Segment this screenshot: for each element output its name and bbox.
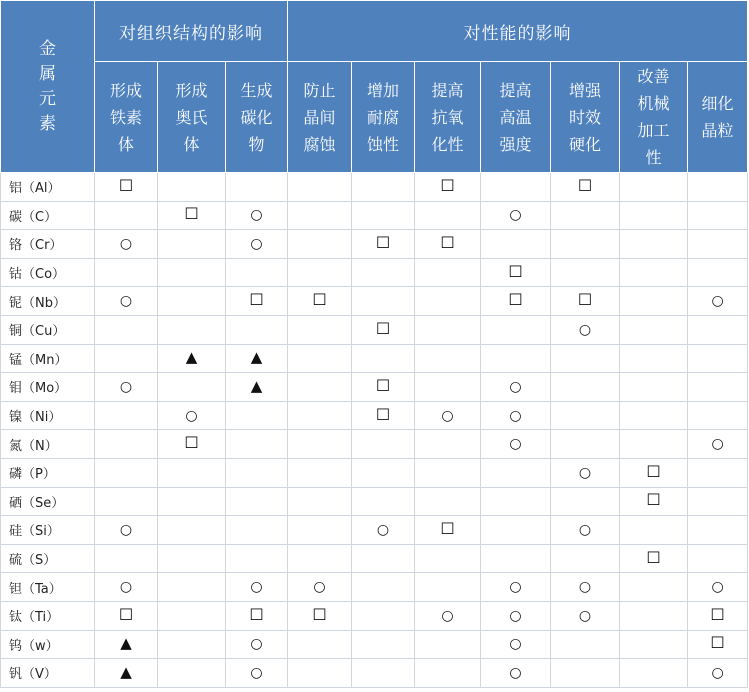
circle-symbol: ○ — [711, 293, 724, 310]
element-name: 钽（Ta） — [1, 573, 95, 602]
table-cell — [620, 230, 688, 259]
square-symbol: ☐ — [508, 261, 523, 281]
table-cell — [415, 401, 481, 430]
table-cell — [415, 487, 481, 516]
table-cell — [226, 458, 288, 487]
table-cell — [551, 201, 620, 230]
table-cell — [226, 258, 288, 287]
table-cell — [95, 201, 158, 230]
table-row — [1, 430, 748, 459]
triangle-symbol: ▲ — [120, 634, 132, 653]
table-cell — [551, 315, 620, 344]
circle-symbol: ○ — [509, 607, 522, 624]
column-header-2: 生成 碳化 物 — [226, 62, 288, 173]
table-cell — [415, 344, 481, 373]
table-cell — [288, 659, 352, 688]
table-cell — [352, 230, 415, 259]
table-cell — [352, 173, 415, 202]
table-cell — [95, 573, 158, 602]
triangle-symbol: ▲ — [185, 348, 198, 367]
table-cell — [288, 630, 352, 659]
table-cell — [352, 258, 415, 287]
circle-symbol: ○ — [119, 378, 133, 395]
square-symbol: ☐ — [118, 604, 134, 624]
circle-symbol: ○ — [250, 579, 263, 596]
table-cell — [95, 458, 158, 487]
table-cell — [481, 630, 551, 659]
table-row — [1, 315, 748, 344]
table-cell — [95, 544, 158, 573]
square-symbol: ☐ — [118, 175, 134, 195]
element-name: 铌（Nb） — [1, 287, 95, 316]
table-row — [1, 630, 748, 659]
table-cell — [352, 544, 415, 573]
table-cell — [551, 373, 620, 402]
element-name: 硅（Si） — [1, 516, 95, 545]
table-row — [1, 516, 748, 545]
circle-symbol: ○ — [509, 207, 522, 224]
table-cell — [551, 258, 620, 287]
circle-symbol: ○ — [711, 664, 724, 681]
table-cell — [288, 487, 352, 516]
table-cell — [415, 659, 481, 688]
table-row — [1, 230, 748, 259]
table-cell — [688, 230, 748, 259]
table-cell — [288, 173, 352, 202]
table-cell — [688, 201, 748, 230]
element-name: 硒（Se） — [1, 487, 95, 516]
circle-symbol: ○ — [509, 636, 522, 653]
circle-symbol: ○ — [711, 579, 724, 596]
square-symbol: ☐ — [184, 433, 199, 453]
table-cell — [688, 315, 748, 344]
table-cell — [352, 630, 415, 659]
column-header-0: 形成 铁素 体 — [95, 62, 158, 173]
table-cell — [620, 173, 688, 202]
circle-symbol: ○ — [578, 521, 592, 538]
element-column-header — [1, 1, 95, 173]
square-symbol: ☐ — [184, 204, 199, 224]
table-cell — [226, 201, 288, 230]
table-cell — [481, 487, 551, 516]
table-cell — [226, 430, 288, 459]
square-symbol: ☐ — [375, 232, 391, 252]
circle-symbol: ○ — [711, 436, 724, 453]
table-cell — [226, 315, 288, 344]
table-cell — [95, 630, 158, 659]
table-cell — [95, 659, 158, 688]
table-cell — [415, 458, 481, 487]
circle-symbol: ○ — [119, 579, 133, 596]
table-row — [1, 344, 748, 373]
square-symbol: ☐ — [375, 375, 391, 395]
table-cell — [226, 173, 288, 202]
table-cell — [95, 601, 158, 630]
table-cell — [415, 258, 481, 287]
table-body — [1, 173, 748, 688]
triangle-symbol: ▲ — [120, 662, 132, 681]
table-cell — [688, 373, 748, 402]
circle-symbol: ○ — [441, 607, 454, 624]
circle-symbol: ○ — [509, 407, 522, 424]
square-symbol: ☐ — [440, 232, 455, 252]
table-row — [1, 458, 748, 487]
element-name: 铬（Cr） — [1, 230, 95, 259]
table-cell — [352, 287, 415, 316]
table-cell — [620, 516, 688, 545]
table-row — [1, 258, 748, 287]
table-cell — [288, 287, 352, 316]
element-name: 磷（P） — [1, 458, 95, 487]
column-header-row — [1, 62, 748, 173]
element-name: 铜（Cu） — [1, 315, 95, 344]
table-cell — [551, 659, 620, 688]
table-cell — [95, 487, 158, 516]
column-header-1: 形成 奥氏 体 — [158, 62, 226, 173]
table-cell — [688, 573, 748, 602]
square-symbol: ☐ — [646, 547, 661, 567]
square-symbol: ☐ — [312, 604, 327, 624]
table-cell — [415, 173, 481, 202]
table-cell — [158, 430, 226, 459]
table-cell — [620, 544, 688, 573]
property-effects-group-header: 对性能的影响 — [288, 1, 748, 62]
circle-symbol: ○ — [185, 407, 198, 424]
column-header-9: 细化 晶粒 — [688, 62, 748, 173]
table-cell — [415, 630, 481, 659]
table-cell — [620, 401, 688, 430]
table-cell — [481, 258, 551, 287]
square-symbol: ☐ — [710, 633, 725, 653]
circle-symbol: ○ — [119, 293, 133, 310]
table-cell — [158, 659, 226, 688]
table-cell — [158, 630, 226, 659]
element-name: 碳（C） — [1, 201, 95, 230]
table-cell — [688, 344, 748, 373]
square-symbol: ☐ — [249, 290, 264, 310]
element-name: 钒（V） — [1, 659, 95, 688]
table-cell — [352, 201, 415, 230]
table-cell — [95, 230, 158, 259]
table-cell — [620, 201, 688, 230]
table-cell — [620, 258, 688, 287]
table-cell — [226, 544, 288, 573]
table-cell — [226, 373, 288, 402]
table-cell — [620, 287, 688, 316]
circle-symbol: ○ — [119, 235, 133, 252]
element-name: 钛（Ti） — [1, 601, 95, 630]
column-header-3: 防止 晶间 腐蚀 — [288, 62, 352, 173]
square-symbol: ☐ — [249, 604, 264, 624]
column-header-4: 增加 耐腐 蚀性 — [352, 62, 415, 173]
table-row — [1, 201, 748, 230]
circle-symbol: ○ — [509, 378, 522, 395]
column-header-7: 增强 时效 硬化 — [551, 62, 620, 173]
table-cell — [226, 487, 288, 516]
table-cell — [688, 659, 748, 688]
table-cell — [158, 344, 226, 373]
table-cell — [551, 458, 620, 487]
table-cell — [415, 516, 481, 545]
triangle-symbol: ▲ — [250, 348, 263, 367]
table-cell — [288, 373, 352, 402]
table-row — [1, 601, 748, 630]
square-symbol: ☐ — [577, 290, 593, 310]
table-cell — [158, 401, 226, 430]
table-cell — [481, 573, 551, 602]
table-cell — [551, 401, 620, 430]
table-cell — [620, 344, 688, 373]
table-cell — [688, 173, 748, 202]
table-cell — [158, 201, 226, 230]
table-row — [1, 373, 748, 402]
table-cell — [95, 516, 158, 545]
circle-symbol: ○ — [509, 664, 522, 681]
table-cell — [226, 401, 288, 430]
table-cell — [688, 458, 748, 487]
table-cell — [551, 487, 620, 516]
table-cell — [352, 344, 415, 373]
element-name: 铝（Al） — [1, 173, 95, 202]
table-cell — [352, 373, 415, 402]
table-cell — [95, 430, 158, 459]
table-cell — [688, 487, 748, 516]
table-row — [1, 544, 748, 573]
table-cell — [352, 430, 415, 459]
circle-symbol: ○ — [509, 579, 522, 596]
table-cell — [226, 659, 288, 688]
table-cell — [481, 344, 551, 373]
table-cell — [288, 601, 352, 630]
table-cell — [688, 544, 748, 573]
circle-symbol: ○ — [578, 579, 592, 596]
table-cell — [481, 401, 551, 430]
circle-symbol: ○ — [250, 235, 263, 252]
table-cell — [620, 573, 688, 602]
triangle-symbol: ▲ — [250, 376, 263, 395]
table-cell — [551, 544, 620, 573]
table-cell — [95, 258, 158, 287]
table-row — [1, 573, 748, 602]
element-column-header-label: 金 属 元 素 — [39, 38, 56, 134]
table-cell — [95, 287, 158, 316]
table-cell — [481, 315, 551, 344]
table-cell — [158, 544, 226, 573]
table-cell — [481, 659, 551, 688]
table-cell — [95, 344, 158, 373]
table-cell — [620, 373, 688, 402]
table-cell — [226, 287, 288, 316]
table-cell — [551, 516, 620, 545]
table-cell — [620, 487, 688, 516]
table-cell — [288, 401, 352, 430]
square-symbol: ☐ — [440, 518, 455, 538]
table-cell — [95, 173, 158, 202]
table-cell — [481, 173, 551, 202]
table-cell — [551, 173, 620, 202]
table-cell — [415, 573, 481, 602]
table-cell — [158, 315, 226, 344]
table-cell — [158, 373, 226, 402]
table-row — [1, 287, 748, 316]
table-cell — [415, 430, 481, 459]
table-cell — [620, 601, 688, 630]
table-cell — [481, 601, 551, 630]
table-cell — [288, 230, 352, 259]
table-cell — [95, 401, 158, 430]
table-cell — [95, 373, 158, 402]
circle-symbol: ○ — [119, 521, 133, 538]
table-cell — [158, 258, 226, 287]
table-cell — [481, 516, 551, 545]
circle-symbol: ○ — [250, 664, 263, 681]
element-name: 锰（Mn） — [1, 344, 95, 373]
table-cell — [481, 287, 551, 316]
table-row — [1, 487, 748, 516]
table-cell — [158, 287, 226, 316]
table-cell — [158, 516, 226, 545]
table-cell — [352, 401, 415, 430]
circle-symbol: ○ — [250, 636, 263, 653]
table-cell — [352, 601, 415, 630]
circle-symbol: ○ — [578, 321, 592, 338]
element-name: 氮（N） — [1, 430, 95, 459]
table-cell — [620, 458, 688, 487]
table-row — [1, 659, 748, 688]
table-cell — [288, 258, 352, 287]
circle-symbol: ○ — [509, 436, 522, 453]
table-cell — [481, 544, 551, 573]
table-cell — [551, 287, 620, 316]
table-cell — [415, 373, 481, 402]
structure-effects-group-header: 对组织结构的影响 — [95, 1, 288, 62]
table-cell — [226, 230, 288, 259]
table-cell — [620, 630, 688, 659]
circle-symbol: ○ — [578, 607, 592, 624]
table-cell — [158, 601, 226, 630]
table-row — [1, 401, 748, 430]
table-cell — [226, 344, 288, 373]
table-cell — [551, 344, 620, 373]
square-symbol: ☐ — [577, 175, 593, 195]
table-cell — [620, 315, 688, 344]
table-cell — [158, 573, 226, 602]
circle-symbol: ○ — [250, 207, 263, 224]
table-cell — [352, 458, 415, 487]
table-cell — [288, 344, 352, 373]
table-cell — [688, 430, 748, 459]
element-name: 镍（Ni） — [1, 401, 95, 430]
table-cell — [688, 401, 748, 430]
square-symbol: ☐ — [375, 318, 391, 338]
table-cell — [158, 230, 226, 259]
table-cell — [481, 201, 551, 230]
table-cell — [95, 315, 158, 344]
table-cell — [288, 315, 352, 344]
circle-symbol: ○ — [376, 521, 390, 538]
table-cell — [551, 601, 620, 630]
square-symbol: ☐ — [375, 404, 391, 424]
table-cell — [352, 315, 415, 344]
circle-symbol: ○ — [441, 407, 454, 424]
table-cell — [688, 630, 748, 659]
column-header-5: 提高 抗氧 化性 — [415, 62, 481, 173]
element-name: 钴（Co） — [1, 258, 95, 287]
table-cell — [481, 230, 551, 259]
table-cell — [551, 230, 620, 259]
table-cell — [226, 516, 288, 545]
table-cell — [288, 573, 352, 602]
table-cell — [288, 544, 352, 573]
table-cell — [158, 487, 226, 516]
table-cell — [415, 230, 481, 259]
table-cell — [551, 430, 620, 459]
table-cell — [688, 601, 748, 630]
table-cell — [551, 630, 620, 659]
table-cell — [226, 573, 288, 602]
table-cell — [415, 201, 481, 230]
table-row — [1, 173, 748, 202]
square-symbol: ☐ — [710, 604, 725, 624]
table-cell — [158, 458, 226, 487]
table-cell — [620, 659, 688, 688]
table-cell — [226, 601, 288, 630]
table-cell — [352, 659, 415, 688]
square-symbol: ☐ — [440, 175, 455, 195]
column-header-8: 改善 机械 加工 性 — [620, 62, 688, 173]
table-cell — [620, 430, 688, 459]
table-cell — [481, 430, 551, 459]
square-symbol: ☐ — [508, 290, 523, 310]
square-symbol: ☐ — [646, 490, 661, 510]
circle-symbol: ○ — [313, 579, 326, 596]
column-header-6: 提高 高温 强度 — [481, 62, 551, 173]
table-cell — [415, 601, 481, 630]
table-cell — [688, 258, 748, 287]
table-cell — [415, 544, 481, 573]
table-cell — [226, 630, 288, 659]
square-symbol: ☐ — [312, 290, 327, 310]
table-cell — [158, 173, 226, 202]
table-cell — [288, 201, 352, 230]
table-cell — [352, 487, 415, 516]
table-cell — [688, 287, 748, 316]
element-name: 硫（S） — [1, 544, 95, 573]
table-cell — [288, 458, 352, 487]
square-symbol: ☐ — [646, 461, 661, 481]
table-cell — [415, 287, 481, 316]
table-cell — [551, 573, 620, 602]
table-cell — [288, 516, 352, 545]
element-name: 钼（Mo） — [1, 373, 95, 402]
table-cell — [481, 458, 551, 487]
table-cell — [352, 516, 415, 545]
table-cell — [415, 315, 481, 344]
table-cell — [352, 573, 415, 602]
table-cell — [688, 516, 748, 545]
circle-symbol: ○ — [578, 464, 592, 481]
element-name: 钨（w） — [1, 630, 95, 659]
table-cell — [481, 373, 551, 402]
table-cell — [288, 430, 352, 459]
